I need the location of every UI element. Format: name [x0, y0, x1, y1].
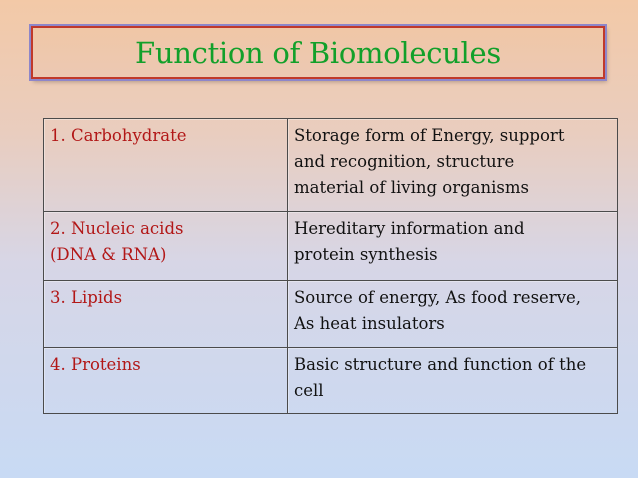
biomolecule-name: 4. Proteins: [50, 355, 141, 374]
table-row: [44, 119, 618, 212]
function-description-line: and recognition, structure: [294, 152, 515, 171]
biomolecule-name-cell: [44, 212, 288, 281]
slide-title: Function of Biomolecules: [135, 35, 501, 70]
biomolecule-name-cell: [44, 348, 288, 414]
function-description-line: material of living organisms: [294, 178, 529, 197]
biomolecule-name-cell: [44, 281, 288, 348]
function-description-line: protein synthesis: [294, 245, 438, 264]
function-description-line: Source of energy, As food reserve,: [294, 288, 582, 307]
function-description-line: cell: [294, 381, 324, 400]
table-row: [44, 348, 618, 414]
biomolecule-function-table: [43, 118, 618, 414]
function-description-cell: [288, 212, 618, 281]
function-description-cell: [288, 348, 618, 414]
biomolecule-name-cell: [44, 119, 288, 212]
function-description-line: As heat insulators: [294, 314, 445, 333]
function-description-line: Storage form of Energy, support: [294, 126, 565, 145]
table-row: [44, 212, 618, 281]
biomolecule-name: 2. Nucleic acids: [50, 219, 184, 238]
table-row: [44, 281, 618, 348]
biomolecule-name: 1. Carbohydrate: [50, 126, 187, 145]
title-box: [31, 26, 605, 79]
function-description-cell: [288, 281, 618, 348]
function-description-line: Hereditary information and: [294, 219, 525, 238]
function-description-line: Basic structure and function of the: [294, 355, 587, 374]
biomolecule-name-subtitle: (DNA & RNA): [50, 245, 167, 264]
biomolecule-name: 3. Lipids: [50, 288, 123, 307]
function-description-cell: [288, 119, 618, 212]
